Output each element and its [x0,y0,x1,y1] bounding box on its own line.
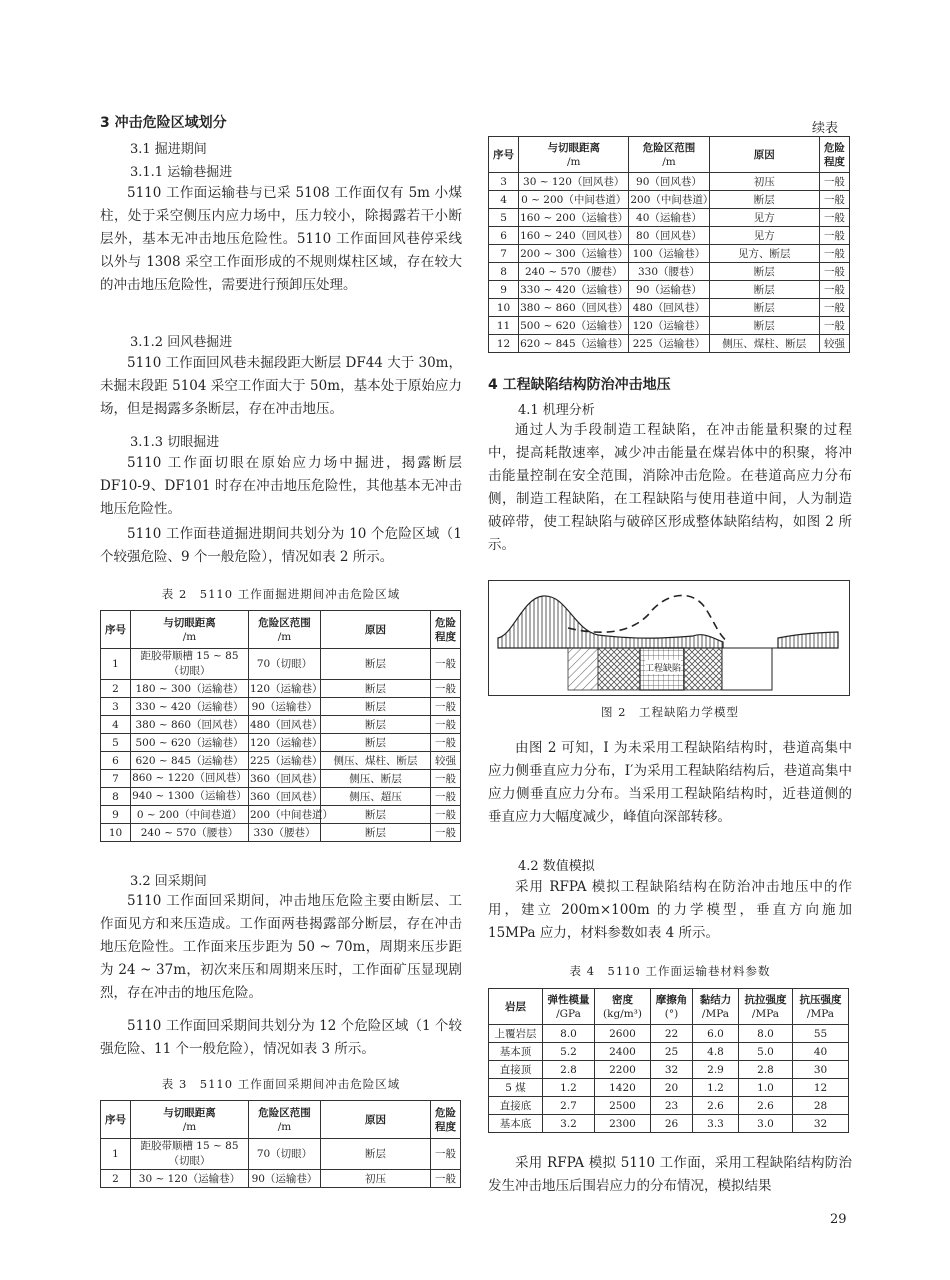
header-level: 危险 程度 [431,1101,461,1139]
table-cell: 2.8 [543,1061,595,1079]
table-cell: 225（运输巷） [629,335,709,353]
table-cell: 距胶带顺槽 15 ~ 85（切眼） [131,649,249,680]
table-cell: 断层 [321,806,431,824]
table-cell: 940 ~ 1300（运输巷） [131,788,249,806]
paragraph-3-1-3: 5110 工作面切眼在原始应力场中掘进，揭露断层 DF10-9、DF101 时存在冲击地压危险性，其他基本无冲击地压危险性。 [100,455,462,517]
table-cell: 10 [101,824,131,842]
paragraph-3-1-4: 5110 工作面巷道掘进期间共划分为 10 个危险区域（1 个较强危险、9 个一般危险），情况如表 2 所示。 [100,526,462,565]
table4-header: 摩擦角 (°) [651,989,693,1025]
table-cell: 一般 [431,770,461,788]
table-cell: 55 [793,1025,849,1043]
table4-header: 弹性模量 /GPa [543,989,595,1025]
table-cell: 620 ~ 845（运输巷） [519,335,629,353]
table-cell: 2200 [595,1061,651,1079]
paragraph-3-2-2: 5110 工作面回采期间共划分为 12 个危险区域（1 个较强危险、11 个一般危险），情况如表 3 所示。 [100,1018,462,1057]
table-cell: 见方 [709,227,819,245]
table-cell: 70（切眼） [249,649,321,680]
table-cell: 6 [101,752,131,770]
header-distance: 与切眼距离 /m [131,611,249,649]
header-cause: 原因 [321,611,431,649]
table-cell: 一般 [819,299,849,317]
table-cell: 断层 [321,649,431,680]
section-4-2-title: 4.2 数值模拟 [518,859,595,874]
table-cell: 5.2 [543,1043,595,1061]
table-cell: 侧压、超压 [321,788,431,806]
paragraph-3-1-1: 5110 工作面运输巷与已采 5108 工作面仅有 5m 小煤柱，处于采空侧压内应力场中，压力较小，除揭露若干小断层外，基本无冲击地压危险性。5110 工作面回风巷停采线以外与 1308 采空工作面形成的不规则煤柱区域，存在较大的冲击地压危险性，需要进行预卸压处理。 [100,185,462,293]
table-cell: 2600 [595,1025,651,1043]
table-cell: 初压 [709,173,819,191]
table-cell: 200 ~ 300（运输巷） [519,245,629,263]
table-cell: 断层 [321,734,431,752]
table-cell: 侧压、断层 [321,770,431,788]
table-cell: 8 [101,788,131,806]
paragraph-4-2-2: 采用 RFPA 模拟 5110 工作面，采用工程缺陷结构防治发生冲击地压后围岩应力的分布情况，模拟结果 [488,1155,852,1194]
table-4 [488,988,849,1133]
table-cell: 40 [793,1043,849,1061]
table-cell: 12 [489,335,519,353]
table-cell: 70（切眼） [249,1139,321,1170]
table-cell: 3.0 [739,1115,793,1133]
table-cell: 一般 [819,263,849,281]
table-cell: 330（腰巷） [629,263,709,281]
table-cell: 20 [651,1079,693,1097]
section-3-1-1-title: 3.1.1 运输巷掘进 [130,165,233,180]
table-3-caption: 表 3 5110 工作面回采期间冲击危险区域 [161,1077,401,1091]
table-row [489,1115,849,1133]
table-cell: 基本底 [489,1115,543,1133]
table4-header: 密度 (kg/m³) [595,989,651,1025]
table-cell: 1420 [595,1079,651,1097]
table-row [101,698,461,716]
header-level: 危险 程度 [431,611,461,649]
table-row [101,788,461,806]
table-cell: 断层 [709,191,819,209]
paragraph-3-1-2: 5110 工作面回风巷未掘段距大断层 DF44 大于 30m，未掘末段距 5104 采空工作面大于 50m，基本处于原始应力场，但是揭露多条断层，存在冲击地压。 [100,355,462,417]
table4-header: 岩层 [489,989,543,1025]
table-cell: 120（运输巷） [249,680,321,698]
table-row [101,806,461,824]
table-cell: 360（回风巷） [249,788,321,806]
table-cell: 3 [489,173,519,191]
table-cell: 32 [651,1061,693,1079]
header-no: 序号 [489,137,519,173]
table-cell: 500 ~ 620（运输巷） [519,317,629,335]
table-cell: 2400 [595,1043,651,1061]
table-row [101,734,461,752]
table-cell: 6.0 [693,1025,739,1043]
table-continued-label: 续表 [812,121,839,136]
table-cell: 一般 [431,734,461,752]
table-cell: 120（运输巷） [629,317,709,335]
figure-label-defect: 工程缺陷 [644,664,682,674]
table-cell: 一般 [431,649,461,680]
table-cell: 2300 [595,1115,651,1133]
table-cell: 断层 [321,680,431,698]
table-cell: 断层 [321,1139,431,1170]
table-2 [100,610,461,842]
table-row [489,281,850,299]
table-cell: 330 ~ 420（运输巷） [131,698,249,716]
table-cell: 23 [651,1097,693,1115]
table-cell: 2.8 [739,1061,793,1079]
table-cell: 3 [101,698,131,716]
table-cell: 9 [101,806,131,824]
table-cell: 4 [489,191,519,209]
section-3-1-3-title: 3.1.3 切眼掘进 [130,435,220,450]
table-row [101,680,461,698]
table-cell: 40（运输巷） [629,209,709,227]
header-range: 危险区范围 /m [249,611,321,649]
table-cell: 8.0 [543,1025,595,1043]
table-cell: 200（中间巷道） [249,806,321,824]
table-cell: 较强 [819,335,849,353]
table-cell: 380 ~ 860（回风巷） [519,299,629,317]
header-no: 序号 [101,1101,131,1139]
table-cell: 160 ~ 200（运输巷） [519,209,629,227]
table-cell: 330（腰巷） [249,824,321,842]
table-cell: 侧压、煤柱、断层 [321,752,431,770]
table-cell: 180 ~ 300（运输巷） [131,680,249,698]
table-cell: 28 [793,1097,849,1115]
table-cell: 2.9 [693,1061,739,1079]
header-level: 危险 程度 [819,137,849,173]
table-cell: 10 [489,299,519,317]
table-row [489,1079,849,1097]
table-cell: 一般 [431,716,461,734]
table-cell: 见方 [709,209,819,227]
figure-2-mechanical-model [488,580,850,696]
table-cell: 较强 [431,752,461,770]
table-cell: 一般 [431,1139,461,1170]
header-no: 序号 [101,611,131,649]
table-cell: 一般 [819,209,849,227]
table-cell: 一般 [819,281,849,299]
table-cell: 见方、断层 [709,245,819,263]
table-row [101,649,461,680]
table-cell: 30 [793,1061,849,1079]
table-cell: 620 ~ 845（运输巷） [131,752,249,770]
table-cell: 12 [793,1079,849,1097]
table-cell: 9 [489,281,519,299]
table-cell: 距胶带顺槽 15 ~ 85（切眼） [131,1139,249,1170]
table-cell: 一般 [431,824,461,842]
table-cell: 一般 [431,1170,461,1188]
table-row [489,191,850,209]
header-range: 危险区范围 /m [249,1101,321,1139]
table-row [101,1139,461,1170]
table-cell: 一般 [819,245,849,263]
table-row [101,752,461,770]
table-cell: 32 [793,1115,849,1133]
table-cell: 断层 [709,281,819,299]
table-cell: 直接底 [489,1097,543,1115]
table-cell: 90（回风巷） [629,173,709,191]
table-cell: 一般 [819,191,849,209]
table-cell: 330 ~ 420（运输巷） [519,281,629,299]
table-cell: 500 ~ 620（运输巷） [131,734,249,752]
table-cell: 380 ~ 860（回风巷） [131,716,249,734]
table-cell: 30 ~ 120（运输巷） [131,1170,249,1188]
table-2-caption: 表 2 5110 工作面掘进期间冲击危险区域 [161,587,401,601]
table-cell: 2.6 [693,1097,739,1115]
table-cell: 2 [101,1170,131,1188]
table-cell: 0 ~ 200（中间巷道） [131,806,249,824]
table-cell: 一般 [819,173,849,191]
table-cell: 90（运输巷） [629,281,709,299]
table-cell: 26 [651,1115,693,1133]
table-cell: 30 ~ 120（回风巷） [519,173,629,191]
table-cell: 一般 [431,806,461,824]
table-cell: 120（运输巷） [249,734,321,752]
table-cell: 一般 [819,317,849,335]
table-cell: 240 ~ 570（腰巷） [131,824,249,842]
table-cell: 240 ~ 570（腰巷） [519,263,629,281]
table-3-part2 [488,136,850,353]
table-cell: 360（回风巷） [249,770,321,788]
table-cell: 2.6 [739,1097,793,1115]
table-cell: 4.8 [693,1043,739,1061]
table-cell: 基本顶 [489,1043,543,1061]
table-cell: 2.7 [543,1097,595,1115]
roadway-opening [722,648,772,690]
table-cell: 上覆岩层 [489,1025,543,1043]
table-row [489,1061,849,1079]
section-3-title: 3 冲击危险区域划分 [100,115,227,131]
header-range: 危险区范围 /m [629,137,709,173]
table-cell: 断层 [321,698,431,716]
table-cell: 一般 [431,680,461,698]
table-cell: 一般 [819,227,849,245]
section-4-title: 4 工程缺陷结构防治冲击地压 [488,377,671,393]
table-row [489,335,850,353]
table-cell: 1 [101,1139,131,1170]
table-cell: 一般 [431,698,461,716]
table-cell: 5 [101,734,131,752]
table-cell: 5 [489,209,519,227]
header-cause: 原因 [709,137,819,173]
figure-2-caption: 图 2 工程缺陷力学模型 [601,705,739,719]
table-cell: 160 ~ 240（回风巷） [519,227,629,245]
table-row [489,1025,849,1043]
table-cell: 2500 [595,1097,651,1115]
section-3-2-title: 3.2 回采期间 [130,874,207,889]
table-cell: 90（运输巷） [249,698,321,716]
table-cell: 侧压、煤柱、断层 [709,335,819,353]
table-cell: 1 [101,649,131,680]
table-row [101,770,461,788]
header-distance: 与切眼距离 /m [131,1101,249,1139]
table-cell: 11 [489,317,519,335]
table-row [489,1043,849,1061]
table-cell: 8.0 [739,1025,793,1043]
header-cause: 原因 [321,1101,431,1139]
table-row [489,1097,849,1115]
table-row [489,227,850,245]
paragraph-3-2-1: 5110 工作面回采期间，冲击地压危险主要由断层、工作面见方和来压造成。工作面两巷揭露部分断层，存在冲击地压危险性。工作面来压步距为 50 ~ 70m，周期来压步距为 24 ~ 37m，初次来压和周期来压时，工作面矿压显现剧烈，存在冲击的地压危险。 [100,893,462,1001]
table-3-part1 [100,1100,461,1188]
table-cell: 480（回风巷） [249,716,321,734]
zone-plastic-left [568,648,598,690]
table-row [101,824,461,842]
table-cell: 80（回风巷） [629,227,709,245]
table-cell: 480（回风巷） [629,299,709,317]
table-row [489,317,850,335]
table-cell: 5.0 [739,1043,793,1061]
table-cell: 断层 [321,824,431,842]
table-cell: 3.2 [543,1115,595,1133]
table-cell: 5 煤 [489,1079,543,1097]
table-cell: 4 [101,716,131,734]
table-cell: 断层 [321,716,431,734]
table-cell: 断层 [709,317,819,335]
header-distance: 与切眼距离 /m [519,137,629,173]
table-cell: 2 [101,680,131,698]
table-cell: 25 [651,1043,693,1061]
table-cell: 3.3 [693,1115,739,1133]
table-cell: 1.2 [543,1079,595,1097]
table-cell: 22 [651,1025,693,1043]
table4-header: 抗压强度 /MPa [793,989,849,1025]
paragraph-4-2-1: 采用 RFPA 模拟工程缺陷结构在防治冲击地压中的作用，建立 200m×100m 的力学模型，垂直方向施加 15MPa 应力，材料参数如表 4 所示。 [488,879,852,941]
table4-header: 黏结力 /MPa [693,989,739,1025]
table-cell: 7 [101,770,131,788]
table-row [489,209,850,227]
table-cell: 1.0 [739,1079,793,1097]
zone-broken-right [684,648,722,690]
table-row [489,173,850,191]
table-cell: 8 [489,263,519,281]
table-cell: 一般 [431,788,461,806]
paragraph-4-1-2: 由图 2 可知，Ⅰ 为未采用工程缺陷结构时，巷道高集中应力侧垂直应力分布，Ⅰ′为采用工程缺陷结构后，巷道高集中应力侧垂直应力分布。当采用工程缺陷结构时，近巷道侧的垂直应力大幅度减少，峰值向深部转移。 [488,740,852,825]
table-cell: 100（运输巷） [629,245,709,263]
table-cell: 200（中间巷道） [629,191,709,209]
table-cell: 断层 [709,299,819,317]
section-4-1-title: 4.1 机理分析 [518,403,595,418]
table-cell: 初压 [321,1170,431,1188]
table-row [489,263,850,281]
table-cell: 7 [489,245,519,263]
table-cell: 断层 [709,263,819,281]
table-cell: 90（运输巷） [249,1170,321,1188]
table-row [101,716,461,734]
table-cell: 0 ~ 200（中间巷道） [519,191,629,209]
table-row [101,1170,461,1188]
zone-broken [598,648,640,690]
table-row [489,245,850,263]
section-3-1-title: 3.1 掘进期间 [130,142,207,157]
table-cell: 6 [489,227,519,245]
table-4-caption: 表 4 5110 工作面运输巷材料参数 [569,964,771,978]
paragraph-4-1-1: 通过人为手段制造工程缺陷，在冲击能量积聚的过程中，提高耗散速率，减少冲击能量在煤岩体中的积聚，将冲击能量控制在安全范围，消除冲击危险。在巷道高应力分布侧，制造工程缺陷，在工程缺陷与使用巷道中间，人为制造破碎带，使工程缺陷与破碎区形成整体缺陷结构，如图 2 所示。 [488,422,852,553]
table-cell: 860 ~ 1220（回风巷） [131,770,249,788]
table-cell: 225（运输巷） [249,752,321,770]
table-cell: 1.2 [693,1079,739,1097]
table-row [489,299,850,317]
page-number: 29 [830,1212,847,1227]
section-3-1-2-title: 3.1.2 回风巷掘进 [130,335,233,350]
table4-header: 抗拉强度 /MPa [739,989,793,1025]
table-cell: 直接顶 [489,1061,543,1079]
